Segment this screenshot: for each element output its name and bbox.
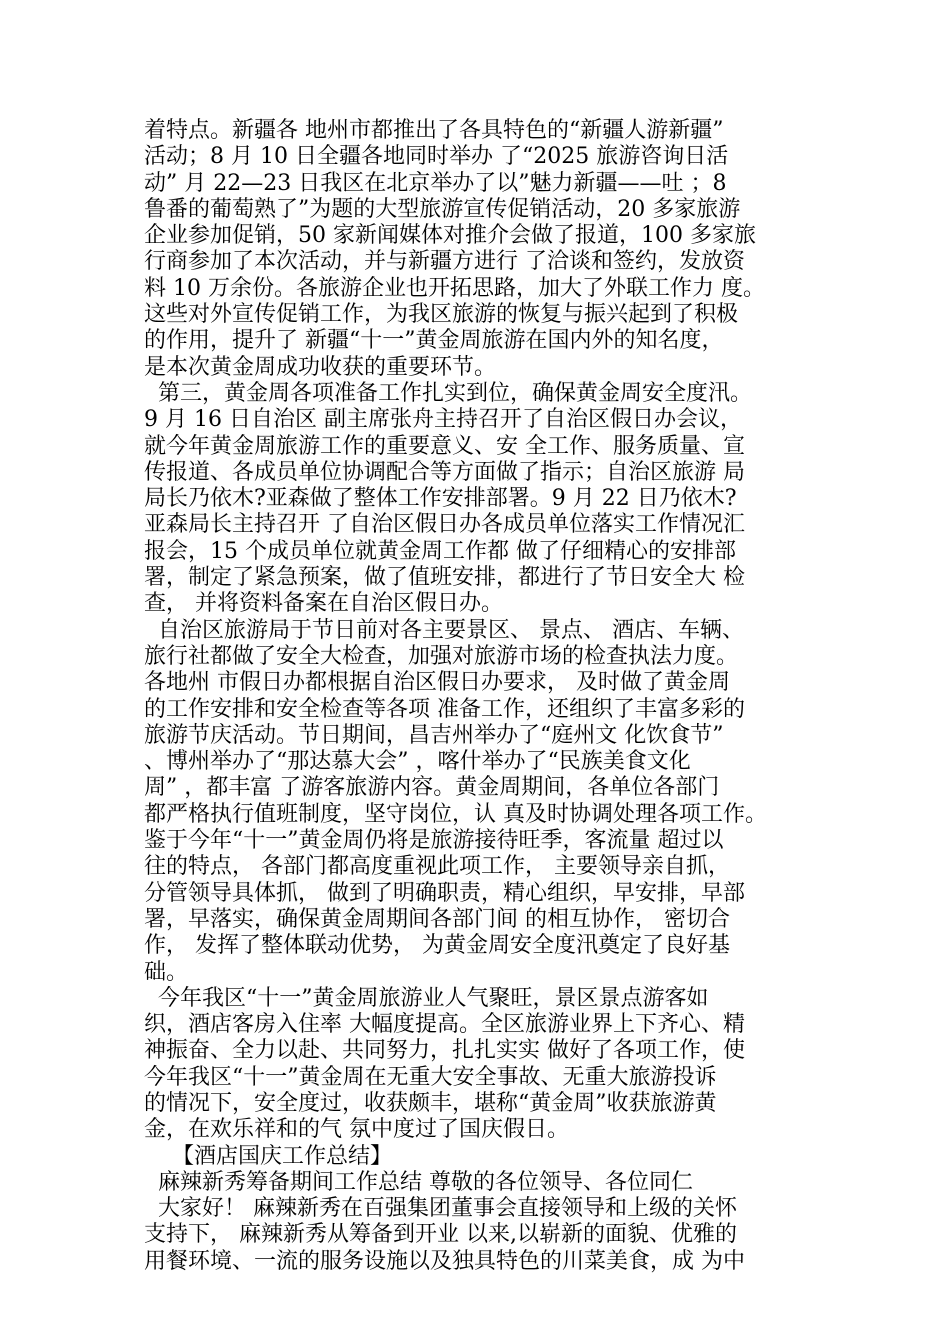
text-line: 就今年黄金周旅游工作的重要意义、安 全工作、服务质量、宣 — [144, 433, 745, 459]
text-line: 的工作安排和安全检查等各项 准备工作，还组织了丰富多彩的 — [144, 696, 745, 722]
text-line: 今年我区“十一”黄金周在无重大安全事故、无重大旅游投诉 — [144, 1064, 717, 1090]
text-line: 神振奋、全力以赴、共同努力，扎扎实实 做好了各项工作，使 — [144, 1038, 745, 1064]
text-line: 的情况下，安全度过，收获颇丰，堪称“黄金周”收获旅游黄 — [144, 1090, 717, 1116]
text-line: 署，早落实，确保黄金周期间各部门间 的相互协作， 密切合 — [144, 906, 730, 932]
text-line: 础。 — [144, 959, 189, 985]
text-line: 分管领导具体抓， 做到了明确职责，精心组织，早安排，早部 — [144, 880, 745, 906]
text-line: 自治区旅游局于节日前对各主要景区、 景点、 酒店、车辆、 — [144, 617, 744, 643]
text-line: 料 10 万余份。各旅游企业也开拓思路，加大了外联工作力 度。 — [144, 275, 765, 301]
text-line: 报会，15 个成员单位就黄金周工作都 做了仔细精心的安排部 — [144, 538, 736, 564]
text-line: 支持下， 麻辣新秀从筹备到开业 以来,以崭新的面貌、优雅的 — [144, 1222, 737, 1248]
text-line: 周” ，都丰富 了游客旅游内容。黄金周期间，各单位各部门 — [144, 775, 720, 801]
text-line: 亚森局长主持召开 了自治区假日办各成员单位落实工作情况汇 — [144, 512, 745, 538]
text-line: 局长乃依木?亚森做了整体工作安排部署。9 月 22 日乃依木? — [144, 486, 737, 512]
text-line: 活动；8 月 10 日全疆各地同时举办 了“2025 旅游咨询日活 — [144, 144, 729, 170]
text-line: 查， 并将资料备案在自治区假日办。 — [144, 591, 503, 617]
text-line: 署，制定了紧急预案，做了值班安排，都进行了节日安全大 检 — [144, 565, 745, 591]
text-line: 的作用，提升了 新疆“十一”黄金周旅游在国内外的知名度， — [144, 328, 724, 354]
text-line: 是本次黄金周成功收获的重要环节。 — [144, 354, 497, 380]
text-line: 金，在欢乐祥和的气 氛中度过了国庆假日。 — [144, 1117, 569, 1143]
text-line: 织，酒店客房入住率 大幅度提高。全区旅游业界上下齐心、精 — [144, 1012, 745, 1038]
text-line: 行商参加了本次活动，并与新疆方进行 了洽谈和签约，发放资 — [144, 249, 745, 275]
text-line: 鲁番的葡萄熟了”为题的大型旅游宣传促销活动，20 多家旅游 — [144, 196, 741, 222]
text-line: 麻辣新秀筹备期间工作总结 尊敬的各位领导、各位同仁 — [144, 1169, 693, 1195]
document-body — [144, 118, 812, 1275]
text-line: 企业参加促销，50 家新闻媒体对推介会做了报道，100 多家旅 — [144, 223, 756, 249]
text-line: 着特点。新疆各 地州市都推出了各具特色的“新疆人游新疆” — [144, 118, 724, 143]
text-line: 、博州举办了“那达慕大会” ，喀什举办了“民族美食文化 — [144, 749, 691, 775]
text-line: 用餐环境、一流的服务设施以及独具特色的川菜美食，成 为中 — [144, 1248, 745, 1274]
text-line: 9 月 16 日自治区 副主席张舟主持召开了自治区假日办会议， — [144, 407, 742, 433]
text-line: 这些对外宣传促销工作，为我区旅游的恢复与振兴起到了积极 — [144, 302, 739, 328]
text-line: 大家好！ 麻辣新秀在百强集团董事会直接领导和上级的关怀 — [144, 1196, 737, 1222]
text-line: 传报道、各成员单位协调配合等方面做了指示；自治区旅游 局 — [144, 459, 745, 485]
text-line: 鉴于今年“十一”黄金周仍将是旅游接待旺季，客流量 超过以 — [144, 828, 724, 854]
text-line: 第三，黄金周各项准备工作扎实到位，确保黄金周安全度汛。 — [144, 380, 752, 406]
text-line: 【酒店国庆工作总结】 — [144, 1143, 392, 1169]
text-line: 旅游节庆活动。节日期间，昌吉州举办了“庭州文 化饮食节” — [144, 722, 724, 748]
text-line: 往的特点， 各部门都高度重视此项工作， 主要领导亲自抓， — [144, 854, 730, 880]
text-line: 动” 月 22—23 日我区在北京举办了以”魅力新疆——吐 ；8 — [144, 170, 727, 196]
text-line: 旅行社都做了安全大检查，加强对旅游市场的检查执法力度。 — [144, 643, 739, 669]
text-line: 都严格执行值班制度，坚守岗位，认 真及时协调处理各项工作。 — [144, 801, 767, 827]
text-line: 作， 发挥了整体联动优势， 为黄金周安全度汛奠定了良好基 — [144, 933, 730, 959]
text-line: 各地州 市假日办都根据自治区假日办要求， 及时做了黄金周 — [144, 670, 730, 696]
text-line: 今年我区“十一”黄金周旅游业人气聚旺，景区景点游客如 — [144, 985, 709, 1011]
